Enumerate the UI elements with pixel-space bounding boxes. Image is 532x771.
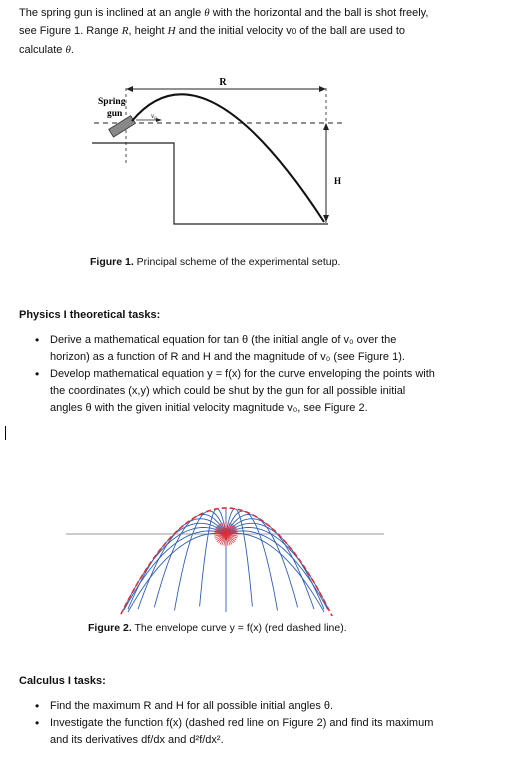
figure-1-caption-label: Figure 1. — [90, 256, 134, 268]
trajectory-path — [226, 515, 298, 608]
figure-2-caption — [88, 622, 347, 634]
intro-paragraph — [19, 4, 439, 59]
physics-task-item: • Derive a mathematical equation for tan θ (the initial angle of v₀ over the horizon) as a function of R and H and the magnitude of v₀ (see Figure 1). — [32, 332, 437, 366]
range-symbol: R — [121, 25, 129, 37]
trajectory-path — [123, 528, 226, 611]
intro-text: . — [70, 44, 74, 56]
physics-task-list — [32, 332, 437, 417]
calculus-heading: Calculus I tasks: — [19, 675, 106, 687]
range-arrow-head-left — [126, 86, 133, 92]
trajectory-path — [124, 531, 226, 610]
trajectory-path — [154, 515, 226, 608]
v0-subscript: 0 — [291, 27, 297, 36]
range-arrow-head-right — [319, 86, 326, 92]
calculus-task-list — [32, 698, 437, 749]
table-outline — [92, 143, 328, 224]
spring-label: Spring — [98, 97, 126, 107]
physics-task-item: • Develop mathematical equation y = f(x) for the curve enveloping the points with the coordinates (x,y) which could be shut by the gun for all possible initial angles θ with the given initial velocity magnitude v₀, see Figure 2. — [32, 366, 437, 417]
intro-text: with the horizontal and the ball is shot freely, see Figure 1. Range — [19, 7, 429, 37]
height-symbol: H — [167, 25, 176, 37]
intro-text: and the initial velocity v — [175, 25, 292, 37]
theta-symbol: θ — [204, 7, 210, 19]
intro-text: of the ball are used to calculate — [19, 25, 406, 56]
range-label: R — [219, 77, 227, 88]
gun-label: gun — [107, 109, 123, 119]
figure-2-caption-text: The envelope curve y = f(x) (red dashed line). — [131, 622, 347, 634]
figure-2-caption-label: Figure 2. — [88, 622, 132, 634]
figure-1-diagram — [88, 76, 358, 234]
trajectory-path — [226, 533, 324, 612]
calculus-task-item: • Investigate the function f(x) (dashed red line on Figure 2) and find its maximum and its derivatives df/dx and d²f/dx². — [32, 715, 437, 749]
trajectory-path — [226, 531, 328, 610]
intro-text: The spring gun is inclined at an angle — [19, 7, 205, 19]
figure-1-caption — [90, 256, 340, 268]
height-arrow-head-top — [323, 123, 329, 130]
theta-symbol: θ — [65, 44, 71, 56]
figure-1-caption-text: Principal scheme of the experimental setup. — [133, 256, 341, 268]
physics-heading: Physics I theoretical tasks: — [19, 309, 161, 321]
v0-label: v₀ — [151, 112, 157, 120]
velocity-arrow-head — [156, 118, 162, 122]
height-label: H — [334, 176, 342, 186]
trajectory-path — [226, 528, 329, 611]
trajectory-curve — [132, 94, 324, 222]
trajectory-path — [128, 533, 226, 612]
text-cursor — [5, 426, 6, 440]
calculus-task-item: • Find the maximum R and H for all possible initial angles θ. — [32, 698, 437, 715]
intro-text: , height — [128, 25, 168, 37]
figure-2-envelope-diagram — [66, 468, 386, 616]
